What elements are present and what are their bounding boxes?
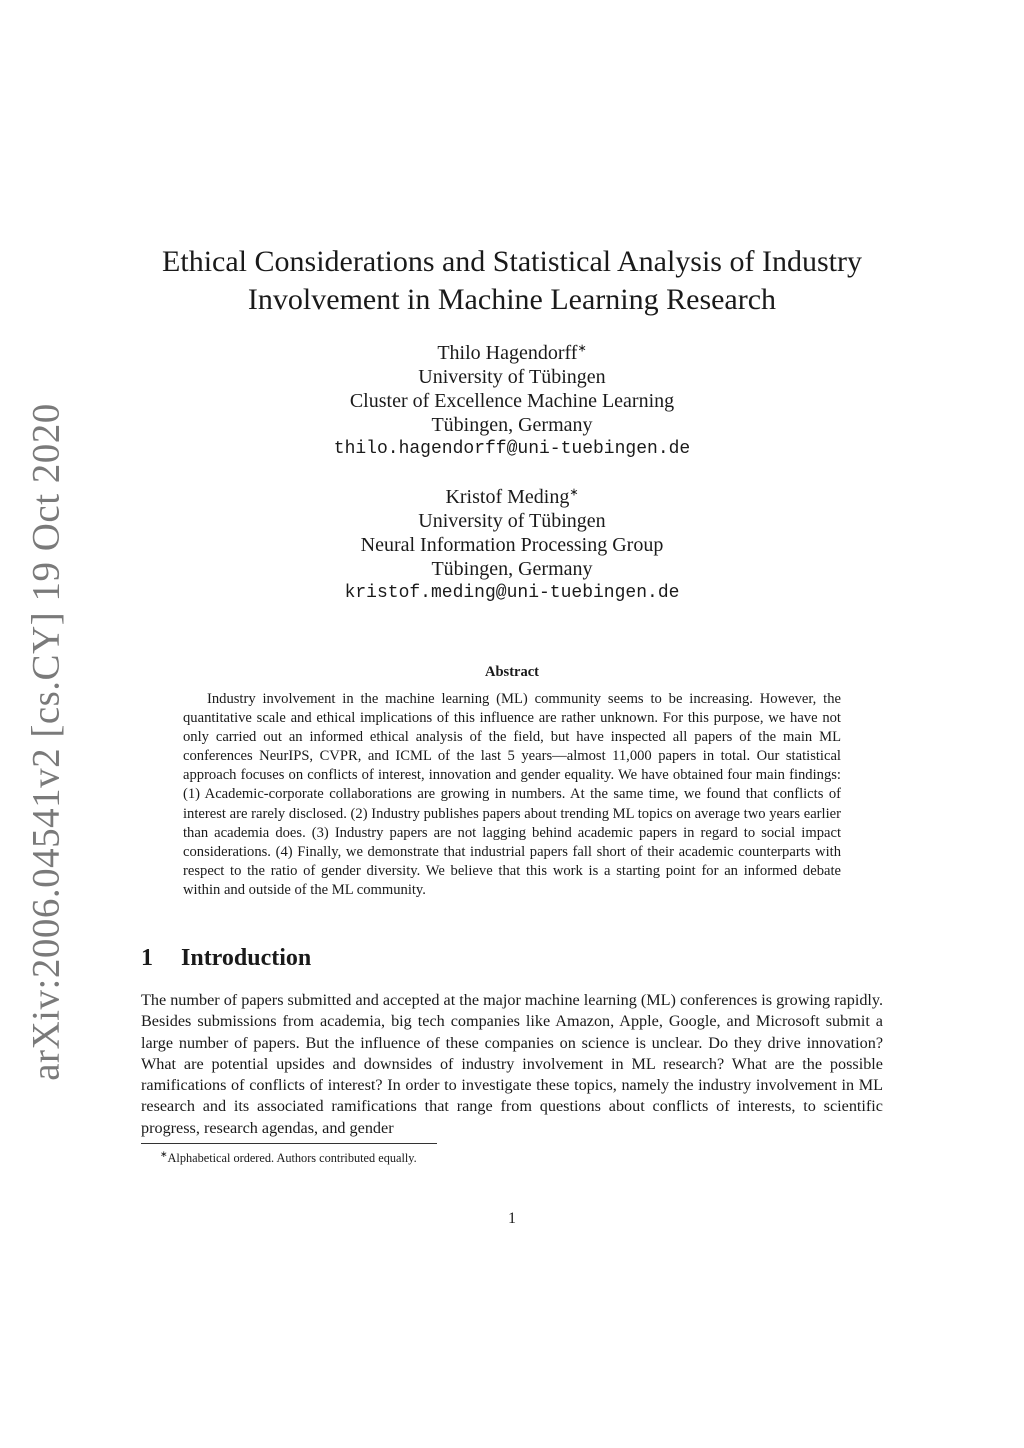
author-location: Tübingen, Germany bbox=[431, 414, 593, 436]
author-university: University of Tübingen bbox=[418, 366, 606, 388]
author-footnote-marker: ∗ bbox=[577, 342, 587, 355]
author-name: Thilo Hagendorff bbox=[437, 342, 578, 364]
author-name-line bbox=[200, 341, 824, 365]
author-footnote-marker: ∗ bbox=[569, 486, 579, 499]
paper-title-line-2: Involvement in Machine Learning Research bbox=[247, 283, 777, 316]
author-group: Cluster of Excellence Machine Learning bbox=[349, 390, 675, 412]
introduction-paragraph: The number of papers submitted and accepted at the major machine learning (ML) conferences is growing rapidly. Besides submissions from academia, big tech companies like Amazon, Apple, Google, and Microsoft submit a large number of papers. But the influence of these companies on science is unclear. Do they drive innovation? What are potential upsides and downsides of industry involvement in ML research? What are the possible ramifications of conflicts of interest? In order to investigate these topics, namely the industry involvement in ML research and its associated ramifications that range from questions about conflicts of interests, to scientific progress, research agendas, and gender bbox=[141, 991, 883, 1137]
author-location: Tübingen, Germany bbox=[431, 558, 593, 580]
author-name-line bbox=[200, 485, 824, 509]
page-number: 1 bbox=[508, 1210, 516, 1227]
author-group: Neural Information Processing Group bbox=[360, 534, 664, 556]
footnote-divider bbox=[141, 1143, 437, 1144]
abstract-heading: Abstract bbox=[485, 664, 539, 680]
section-heading-introduction bbox=[141, 945, 311, 972]
footnote bbox=[160, 1149, 417, 1166]
author-block-2 bbox=[200, 485, 824, 605]
abstract-text: Industry involvement in the machine learning (ML) community seems to be increasing. However, the quantitative scale and ethical implications of this influence are rather unknown. For this purpose, we have not only carried out an informed ethical analysis of the field, but have inspected all papers of the main ML conferences NeurIPS, CVPR, and ICML of the last 5 years—almost 11,000 papers in total. Our statistical approach focuses on conflicts of interest, innovation and gender equality. We have obtained four main findings: (1) Academic-corporate collaborations are growing in numbers. At the same time, we found that conflicts of interest are rarely disclosed. (2) Industry publishes papers about trending ML topics on average two years earlier than academia does. (3) Industry papers are not lagging behind academic papers in regard to social impact considerations. (4) Finally, we demonstrate that industrial papers fall short of their academic counterparts with respect to the ratio of gender diversity. We believe that this work is a starting point for an informed debate within and outside of the ML community. bbox=[183, 691, 841, 898]
section-number: 1 bbox=[141, 945, 153, 971]
author-block-1 bbox=[200, 341, 824, 461]
paper-title-line-1: Ethical Considerations and Statistical Analysis of Industry bbox=[162, 245, 862, 278]
paper-title bbox=[100, 243, 924, 319]
author-university: University of Tübingen bbox=[418, 510, 606, 532]
section-title: Introduction bbox=[181, 945, 312, 971]
footnote-text: Alphabetical ordered. Authors contributed equally. bbox=[167, 1151, 417, 1166]
author-name: Kristof Meding bbox=[445, 486, 570, 508]
footnote-marker: ∗ bbox=[160, 1149, 168, 1159]
author-email: thilo.hagendorff@uni-tuebingen.de bbox=[333, 439, 691, 459]
arxiv-identifier-stamp: arXiv:2006.04541v2 [cs.CY] 19 Oct 2020 bbox=[24, 403, 68, 1081]
author-email: kristof.meding@uni-tuebingen.de bbox=[344, 583, 680, 603]
